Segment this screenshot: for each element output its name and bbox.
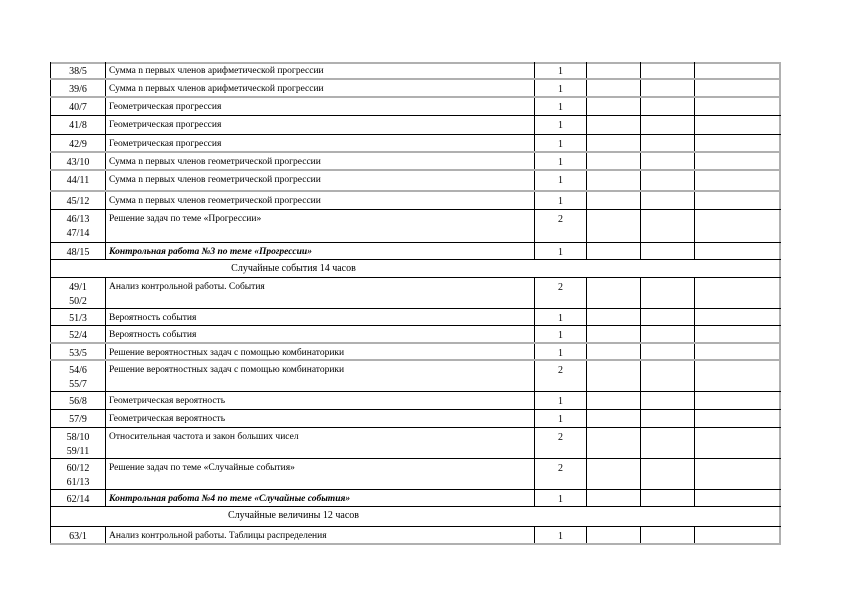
plan-date-cell (587, 309, 641, 326)
lesson-number: 48/15 (50, 243, 106, 260)
lesson-number: 42/9 (50, 135, 106, 153)
plan-date-cell (587, 243, 641, 260)
notes-cell (695, 344, 781, 361)
plan-date-cell (587, 410, 641, 428)
plan-date-cell (587, 361, 641, 392)
lesson-number: 38/5 (50, 62, 106, 80)
lesson-number: 63/1 (50, 527, 106, 545)
table-row (50, 98, 781, 116)
lesson-number: 45/12 (50, 192, 106, 210)
fact-date-cell (641, 459, 695, 490)
table-row (50, 309, 781, 326)
lesson-hours: 1 (535, 80, 587, 98)
section-header (50, 260, 781, 278)
plan-date-cell (587, 278, 641, 309)
table-row (50, 410, 781, 428)
table-row (50, 392, 781, 410)
fact-date-cell (641, 392, 695, 410)
fact-date-cell (641, 210, 695, 243)
plan-date-cell (587, 428, 641, 459)
lesson-hours: 2 (535, 361, 587, 392)
section-header (50, 507, 781, 527)
lesson-hours: 1 (535, 392, 587, 410)
lesson-hours: 1 (535, 326, 587, 344)
lesson-topic: Анализ контрольной работы. Таблицы распределения (106, 527, 535, 545)
table-row (50, 344, 781, 361)
lesson-topic: Решение задач по теме «Случайные события» (106, 459, 535, 490)
lesson-topic: Вероятность события (106, 309, 535, 326)
plan-date-cell (587, 192, 641, 210)
lesson-number: 43/10 (50, 153, 106, 171)
table-row (50, 326, 781, 344)
lesson-number: 41/8 (50, 116, 106, 135)
lesson-topic: Сумма n первых членов геометрической прогрессии (106, 171, 535, 192)
lesson-hours: 1 (535, 490, 587, 507)
fact-date-cell (641, 153, 695, 171)
lesson-hours: 1 (535, 135, 587, 153)
lesson-hours: 2 (535, 278, 587, 309)
lesson-topic: Геометрическая прогрессия (106, 135, 535, 153)
lesson-hours: 1 (535, 192, 587, 210)
notes-cell (695, 309, 781, 326)
plan-date-cell (587, 62, 641, 80)
lesson-topic: Решение вероятностных задач с помощью комбинаторики (106, 361, 535, 392)
notes-cell (695, 361, 781, 392)
lesson-topic: Решение задач по теме «Прогрессии» (106, 210, 535, 243)
lesson-number: 53/5 (50, 344, 106, 361)
notes-cell (695, 192, 781, 210)
table-row (50, 80, 781, 98)
lesson-topic: Сумма n первых членов геометрической прогрессии (106, 153, 535, 171)
notes-cell (695, 428, 781, 459)
lesson-topic: Геометрическая вероятность (106, 392, 535, 410)
notes-cell (695, 410, 781, 428)
fact-date-cell (641, 171, 695, 192)
notes-cell (695, 62, 781, 80)
table-row (50, 243, 781, 260)
plan-date-cell (587, 527, 641, 545)
plan-date-cell (587, 98, 641, 116)
section-title: Случайные величины 12 часов (227, 510, 359, 521)
table-row (50, 490, 781, 507)
table-row (50, 62, 781, 80)
lesson-number: 39/6 (50, 80, 106, 98)
lesson-topic: Вероятность события (106, 326, 535, 344)
lesson-number: 44/11 (50, 171, 106, 192)
lesson-hours: 1 (535, 116, 587, 135)
lesson-topic: Анализ контрольной работы. События (106, 278, 535, 309)
lesson-hours: 1 (535, 153, 587, 171)
fact-date-cell (641, 278, 695, 309)
plan-date-cell (587, 116, 641, 135)
lesson-hours: 1 (535, 62, 587, 80)
notes-cell (695, 278, 781, 309)
plan-date-cell (587, 392, 641, 410)
notes-cell (695, 171, 781, 192)
table-row (50, 171, 781, 192)
lesson-hours: 2 (535, 459, 587, 490)
plan-date-cell (587, 171, 641, 192)
plan-date-cell (587, 459, 641, 490)
fact-date-cell (641, 527, 695, 545)
lesson-hours: 1 (535, 309, 587, 326)
notes-cell (695, 98, 781, 116)
plan-date-cell (587, 135, 641, 153)
notes-cell (695, 392, 781, 410)
lesson-hours: 1 (535, 344, 587, 361)
fact-date-cell (641, 344, 695, 361)
lesson-topic: Геометрическая прогрессия (106, 98, 535, 116)
lesson-topic: Контрольная работа №3 по теме «Прогрессии» (106, 243, 535, 260)
fact-date-cell (641, 243, 695, 260)
table-row (50, 428, 781, 459)
lesson-topic: Геометрическая вероятность (106, 410, 535, 428)
table-row (50, 527, 781, 545)
plan-date-cell (587, 80, 641, 98)
table-row (50, 459, 781, 490)
notes-cell (695, 459, 781, 490)
fact-date-cell (641, 361, 695, 392)
table-row (50, 210, 781, 243)
lesson-number: 51/3 (50, 309, 106, 326)
notes-cell (695, 135, 781, 153)
fact-date-cell (641, 135, 695, 153)
notes-cell (695, 527, 781, 545)
fact-date-cell (641, 116, 695, 135)
lesson-topic: Контрольная работа №4 по теме «Случайные события» (106, 490, 535, 507)
lesson-number: 46/13 47/14 (50, 210, 106, 243)
lesson-topic: Решение вероятностных задач с помощью комбинаторики (106, 344, 535, 361)
fact-date-cell (641, 428, 695, 459)
lesson-number: 57/9 (50, 410, 106, 428)
lesson-hours: 2 (535, 210, 587, 243)
lesson-number: 56/8 (50, 392, 106, 410)
lesson-number: 60/12 61/13 (50, 459, 106, 490)
section-title: Случайные события 14 часов (231, 263, 356, 274)
lesson-hours: 2 (535, 428, 587, 459)
notes-cell (695, 80, 781, 98)
fact-date-cell (641, 192, 695, 210)
lesson-topic: Сумма n первых членов арифметической прогрессии (106, 62, 535, 80)
fact-date-cell (641, 410, 695, 428)
table-row (50, 116, 781, 135)
plan-date-cell (587, 490, 641, 507)
lesson-number: 54/6 55/7 (50, 361, 106, 392)
lesson-hours: 1 (535, 171, 587, 192)
plan-date-cell (587, 326, 641, 344)
table-row (50, 153, 781, 171)
plan-date-cell (587, 344, 641, 361)
section-blank (536, 507, 781, 527)
plan-date-cell (587, 153, 641, 171)
lesson-number: 62/14 (50, 490, 106, 507)
table-row (50, 361, 781, 392)
section-blank (536, 260, 781, 278)
notes-cell (695, 210, 781, 243)
notes-cell (695, 153, 781, 171)
notes-cell (695, 243, 781, 260)
lesson-number: 52/4 (50, 326, 106, 344)
fact-date-cell (641, 309, 695, 326)
lesson-hours: 1 (535, 98, 587, 116)
table-row (50, 192, 781, 210)
lesson-hours: 1 (535, 243, 587, 260)
fact-date-cell (641, 98, 695, 116)
notes-cell (695, 116, 781, 135)
fact-date-cell (641, 326, 695, 344)
notes-cell (695, 490, 781, 507)
lesson-number: 40/7 (50, 98, 106, 116)
lesson-number: 58/10 59/11 (50, 428, 106, 459)
lesson-hours: 1 (535, 527, 587, 545)
table-row (50, 135, 781, 153)
table-row (50, 278, 781, 309)
fact-date-cell (641, 490, 695, 507)
lesson-number: 49/1 50/2 (50, 278, 106, 309)
lesson-hours: 1 (535, 410, 587, 428)
fact-date-cell (641, 80, 695, 98)
notes-cell (695, 326, 781, 344)
lesson-topic: Сумма n первых членов арифметической прогрессии (106, 80, 535, 98)
fact-date-cell (641, 62, 695, 80)
lesson-topic: Относительная частота и закон больших чисел (106, 428, 535, 459)
lesson-plan-table (50, 62, 781, 545)
plan-date-cell (587, 210, 641, 243)
lesson-topic: Сумма n первых членов геометрической прогрессии (106, 192, 535, 210)
lesson-topic: Геометрическая прогрессия (106, 116, 535, 135)
